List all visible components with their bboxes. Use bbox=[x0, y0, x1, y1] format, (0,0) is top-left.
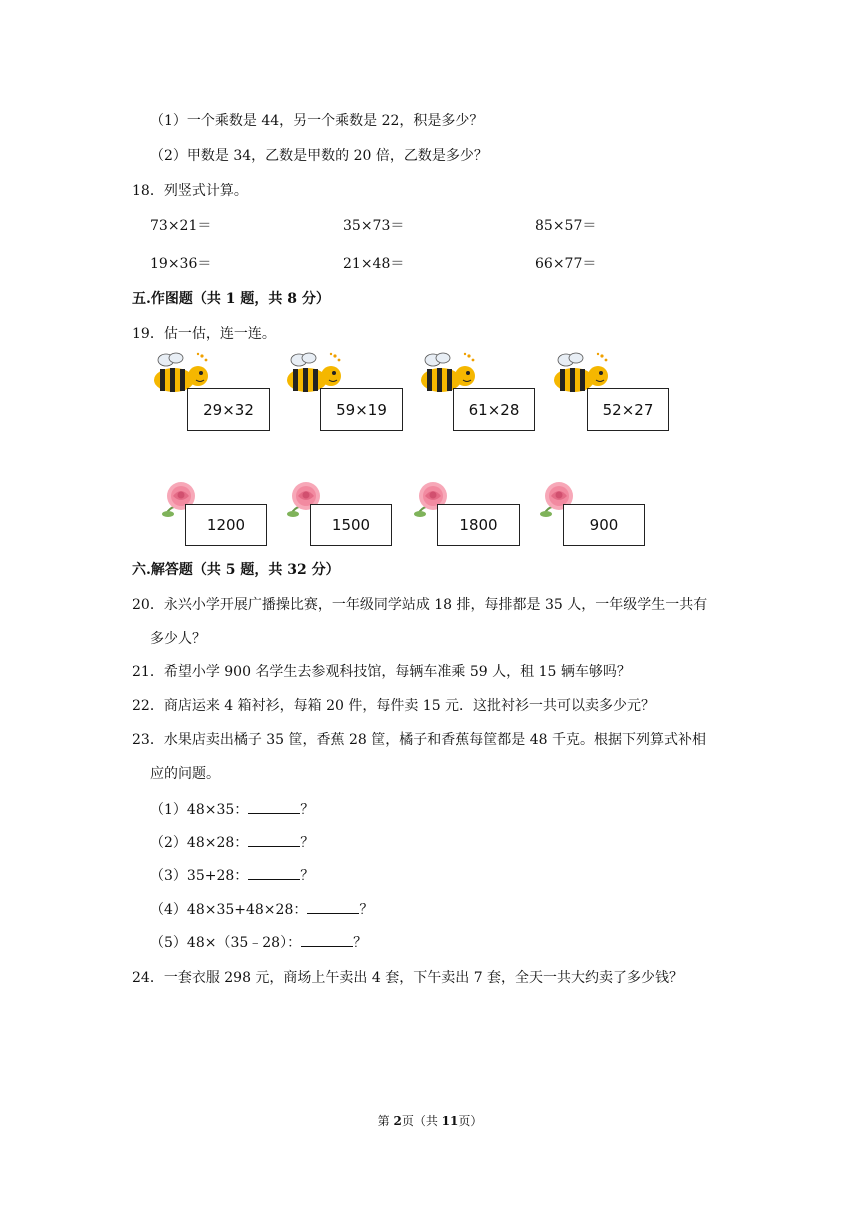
q18-calc-6: 66×77＝ bbox=[535, 256, 597, 272]
q18-calc-5: 21×48＝ bbox=[343, 256, 405, 272]
footer-text: 页（共 bbox=[401, 1114, 442, 1128]
footer-text: 页） bbox=[458, 1114, 483, 1128]
footer-text: 第 bbox=[377, 1114, 394, 1128]
q17-part2: （2）甲数是 34，乙数是甲数的 20 倍，乙数是多少？ bbox=[150, 148, 488, 164]
q23-line2: 应的问题。 bbox=[150, 766, 220, 782]
q23-item-label: （4）48×35+48×28： bbox=[150, 902, 308, 918]
q21-text: 21．希望小学 900 名学生去参观科技馆，每辆车准乘 59 人，租 15 辆车够吗？ bbox=[132, 664, 631, 680]
question-mark: ？ bbox=[300, 868, 315, 884]
q23-line1: 23．水果店卖出橘子 35 筐，香蕉 28 筐，橘子和香蕉每筐都是 48 千克。根据下列算式补相 bbox=[132, 732, 706, 748]
q20-line2: 多少人？ bbox=[150, 631, 206, 647]
q18-calc-4: 19×36＝ bbox=[150, 256, 212, 272]
section6-title: 六.解答题（共 5 题，共 32 分） bbox=[132, 562, 340, 578]
question-mark: ？ bbox=[300, 802, 315, 818]
question-mark: ？ bbox=[353, 935, 368, 951]
estimate-box-3[interactable]: 1800 bbox=[437, 504, 520, 546]
estimate-box-1[interactable]: 1200 bbox=[185, 504, 267, 546]
q23-item-4 bbox=[150, 899, 373, 919]
total-pages: 11 bbox=[441, 1114, 459, 1128]
q23-item-label: （5）48×（35﹣28）： bbox=[150, 935, 302, 951]
answer-blank[interactable] bbox=[248, 832, 300, 847]
q22-text: 22．商店运来 4 箱衬衫，每箱 20 件，每件卖 15 元．这批衬衫一共可以卖多少元？ bbox=[132, 698, 656, 714]
expression-box-2[interactable]: 59×19 bbox=[320, 388, 403, 431]
expression-box-3[interactable]: 61×28 bbox=[453, 388, 535, 431]
q23-item-3 bbox=[150, 865, 314, 885]
q20-line1: 20．永兴小学开展广播操比赛，一年级同学站成 18 排，每排都是 35 人，一年级学生一共有 bbox=[132, 597, 708, 613]
q23-item-label: （2）48×28： bbox=[150, 835, 249, 851]
estimate-box-4[interactable]: 900 bbox=[563, 504, 645, 546]
q23-item-1 bbox=[150, 799, 314, 819]
q18-calc-2: 35×73＝ bbox=[343, 218, 405, 234]
question-mark: ？ bbox=[300, 835, 315, 851]
q23-item-2 bbox=[150, 832, 314, 852]
answer-blank[interactable] bbox=[248, 799, 300, 814]
q17-part1: （1）一个乘数是 44，另一个乘数是 22，积是多少？ bbox=[150, 113, 484, 129]
q24-text: 24．一套衣服 298 元，商场上午卖出 4 套，下午卖出 7 套，全天一共大约卖了多少钱？ bbox=[132, 970, 684, 986]
q18-title: 18．列竖式计算。 bbox=[132, 183, 248, 199]
estimate-box-2[interactable]: 1500 bbox=[310, 504, 392, 546]
q23-item-label: （3）35+28： bbox=[150, 868, 249, 884]
question-mark: ？ bbox=[359, 902, 374, 918]
q18-calc-1: 73×21＝ bbox=[150, 218, 212, 234]
page-number: 2 bbox=[393, 1114, 402, 1128]
expression-box-1[interactable]: 29×32 bbox=[187, 388, 270, 431]
answer-blank[interactable] bbox=[301, 932, 353, 947]
page-footer bbox=[0, 1112, 860, 1129]
q19-title: 19．估一估，连一连。 bbox=[132, 326, 276, 342]
q23-item-label: （1）48×35： bbox=[150, 802, 249, 818]
answer-blank[interactable] bbox=[307, 899, 359, 914]
q23-item-5 bbox=[150, 932, 367, 952]
q18-calc-3: 85×57＝ bbox=[535, 218, 597, 234]
section5-title: 五.作图题（共 1 题，共 8 分） bbox=[132, 291, 330, 307]
expression-box-4[interactable]: 52×27 bbox=[587, 388, 669, 431]
answer-blank[interactable] bbox=[248, 865, 300, 880]
